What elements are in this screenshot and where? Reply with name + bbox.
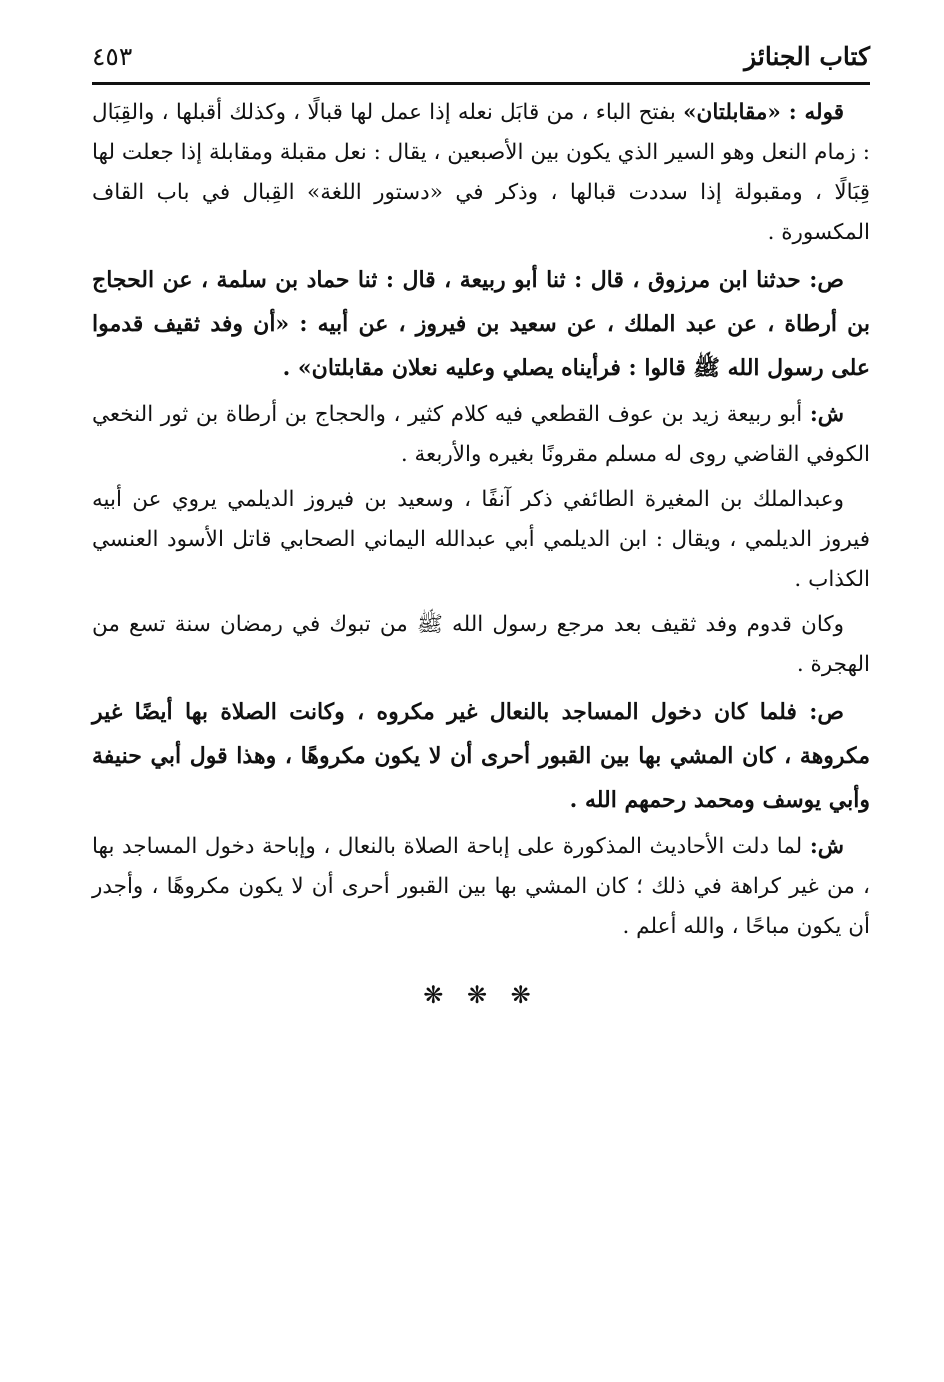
section-separator: ❋ ❋ ❋ xyxy=(423,981,539,1009)
paragraph-commentary xyxy=(92,395,870,475)
paragraph-text: وكان قدوم وفد ثقيف بعد مرجع رسول الله ﷺ من تبوك في رمضان سنة تسع من الهجرة . xyxy=(92,612,870,677)
paragraph-commentary xyxy=(92,480,870,600)
paragraph-commentary xyxy=(92,605,870,685)
paragraph-text: بفتح الباء ، من قابَل نعله إذا عمل لها قبالًا ، وكذلك أقبلها ، والقِبَال : زمام النعل وهو السير الذي يكون بين الأصبعين ، يقال : نعل مقبلة ومقابلة إذا جعلت لها قِبَالًا ، ومقبولة إذا سددت قبالها ، وذكر في «دستور اللغة» القِبال في باب القاف المكسورة . xyxy=(92,100,870,245)
paragraph-lead: ش: xyxy=(809,834,844,859)
paragraph-text: فلما كان دخول المساجد بالنعال غير مكروه ، وكانت الصلاة بها أيضًا غير مكروهة ، كان المشي بها بين القبور أحرى أن لا يكون مكروهًا ، وهذا قول أبي حنيفة وأبي يوسف ومحمد رحمهم الله . xyxy=(92,699,870,813)
paragraph-lead: ص: xyxy=(809,699,844,725)
page-number: ٤٥٣ xyxy=(92,42,133,71)
paragraph-text: حدثنا ابن مرزوق ، قال : ثنا أبو ربيعة ، قال : ثنا حماد بن سلمة ، عن الحجاج بن أرطاة ، عن عبد الملك ، عن سعيد بن فيروز ، عن أبيه : «أن وفد ثقيف قدموا على رسول الله ﷺ قالوا : فرأيناه يصلي وعليه نعلان مقابلتان» . xyxy=(92,267,870,381)
paragraph-matn xyxy=(92,258,870,390)
paragraph-lead: قوله : «مقابلتان» xyxy=(683,100,844,125)
paragraph-text: أبو ربيعة زيد بن عوف القطعي فيه كلام كثير ، والحجاج بن أرطاة بن ثور النخعي الكوفي القاضي روى له مسلم مقرونًا بغيره والأربعة . xyxy=(92,402,870,467)
paragraph-lead: ص: xyxy=(809,267,844,293)
paragraph-text: وعبدالملك بن المغيرة الطائفي ذكر آنفًا ، وسعيد بن فيروز الديلمي يروي عن أبيه فيروز الديلمي ، ويقال : ابن الديلمي أبي عبدالله اليماني الصحابي قاتل الأسود العنسي الكذاب . xyxy=(92,487,870,592)
page-header xyxy=(92,30,870,85)
paragraph-commentary xyxy=(92,827,870,947)
page-body xyxy=(92,93,870,1015)
paragraph-matn xyxy=(92,690,870,822)
book-title: كتاب الجنائز xyxy=(744,42,870,71)
paragraph-text: لما دلت الأحاديث المذكورة على إباحة الصلاة بالنعال ، وإباحة دخول المساجد بها ، من غير كراهة في ذلك ؛ كان المشي بها بين القبور أحرى أن لا يكون مكروهًا ، وأجدر أن يكون مباحًا ، والله أعلم . xyxy=(92,834,870,939)
paragraph-lead: ش: xyxy=(809,402,844,427)
book-page xyxy=(92,30,870,1015)
paragraph-commentary xyxy=(92,93,870,253)
